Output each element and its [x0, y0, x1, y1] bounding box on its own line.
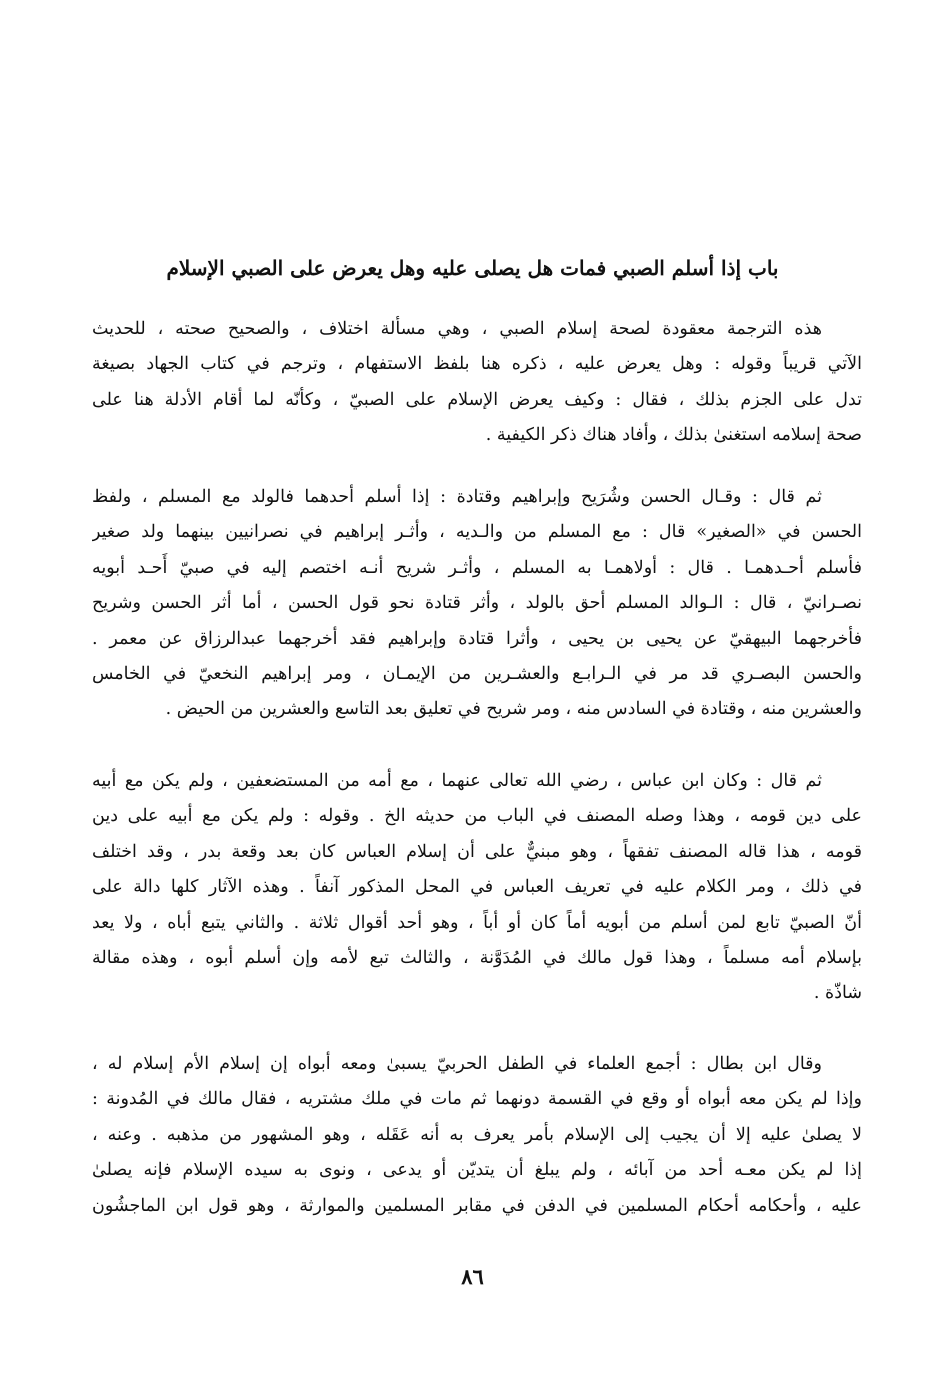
- text-line: على دين قومه ، وهذا وصله المصنف في الباب من حديثه الخ . وقوله : ولم يكن مع أبيه على دين: [92, 806, 862, 827]
- text-line: لا يصلىٰ عليه إلا أن يجيب إلى الإسلام بأمر يعرف به أنه عَقَله ، وهو المشهور من مذهبه . وعنه ،: [92, 1124, 862, 1145]
- page-number: ٨٦: [461, 1264, 484, 1289]
- text-line: في ذلك ، ومر الكلام عليه في تعريف العباس في المحل المذكور آنفاً . وهذه الآثار كلها دالة على: [92, 877, 862, 898]
- paragraph-4: [92, 1047, 862, 1224]
- text-line: صحة إسلامه استغنىٰ بذلك ، وأفاد هناك ذكر الكيفية .: [485, 425, 862, 446]
- text-line: وقال ابن بطال : أجمع العلماء في الطفل الحربيّ يسبىٰ ومعه أبواه إن إسلام الأم إسلام له ،: [92, 1054, 822, 1074]
- text-line: أنّ الصبيّ تابع لمن أسلم من أبويه أماً كان أو أباً ، وهو أحد أقوال ثلاثة . والثاني يتبع أباه ، ولا يعد: [92, 912, 862, 933]
- text-line: هذه الترجمة معقودة لصحة إسلام الصبي ، وهي مسألة اختلاف ، والصحيح صحته ، للحديث: [92, 319, 822, 339]
- text-line: شاذّة .: [813, 983, 862, 1004]
- text-line: إذا لم يكن معـه أحد من آبائه ، ولم يبلغ أن يتديّن أو يدعى ، ونوى به سيده الإسلام فإنه يصلىٰ: [92, 1160, 862, 1181]
- text-line: الحسن في «الصغير» قال : مع المسلم من والـديه ، وأثـر إبراهيم في نصرانيين بينهما ولد صغير: [92, 522, 862, 543]
- text-line: فأسلم أحـدهمـا . قال : أولاهمـا به المسلم ، وأثـر شريح أنـه اختصم إليه في صبيّ أَحـد أبويه: [92, 557, 862, 578]
- text-line: عليه ، وأحكامه أحكام المسلمين في الدفن في مقابر المسلمين والموارثة ، وهو قول ابن الماجشُون: [92, 1195, 862, 1216]
- paragraph-2: [92, 480, 862, 728]
- paragraph-3: [92, 764, 862, 1012]
- chapter-heading: باب إذا أسلم الصبي فمات هل يصلى عليه وهل يعرض على الصبي الإسلام: [166, 256, 779, 280]
- text-line: فأخرجهما البيهقيّ عن يحيى بن يحيى ، وأثرا قتادة وإبراهيم فقد أخرجهما عبدالرزاق عن معمر .: [92, 628, 862, 649]
- text-line: قومه ، هذا قاله المصنف تفقهاً ، وهو مبنيٌّ على أن إسلام العباس كان بعد وقعة بدر ، وقد اختلف: [92, 841, 862, 862]
- text-line: ثم قال : وكان ابن عباس ، رضي الله تعالى عنهما ، مع أمه من المستضعفين ، ولم يكن مع أبيه: [92, 771, 822, 791]
- text-line: نصـرانيّ ، قال : الـوالد المسلم أحق بالولد ، وأثر قتادة نحو قول الحسن ، أما أثر الحسن وشريح: [92, 593, 862, 614]
- text-line: تدل على الجزم بذلك ، فقال : وكيف يعرض الإسلام على الصبيّ ، وكأنّه لما أقام الأدلة هنا على: [92, 389, 862, 410]
- text-line: والعشرين منه ، وقتادة في السادس منه ، ومر شريح في تعليق بعد التاسع والعشرين من الحيض .: [165, 699, 862, 720]
- text-line: وإذا لم يكن معه أبواه أو وقع في القسمة دونهما ثم مات في ملك مشتريه ، فقال مالك في المُدونة :: [92, 1089, 862, 1110]
- text-line: والحسن البصـري قد مر في الـرابـع والعشـرين من الإيمـان ، ومر إبراهيم النخعيّ في الخامس: [92, 664, 862, 685]
- text-line: ثم قال : وقـال الحسن وشُرَيح وإبراهيم وقتادة : إذا أسلم أحدهما فالولد مع المسلم ، ولفظ: [92, 487, 822, 507]
- text-line: بإسلام أمه مسلماً ، وهذا قول مالك في المُدَوَّنة ، والثالث تبع لأمه وإن أسلم أبوه ، وهذه مقالة: [92, 948, 862, 969]
- text-line: الآتي قريباً وقوله : وهل يعرض عليه ، ذكره هنا بلفظ الاستفهام ، وترجم في كتاب الجهاد بصيغة: [92, 354, 862, 375]
- paragraph-1: [92, 312, 862, 454]
